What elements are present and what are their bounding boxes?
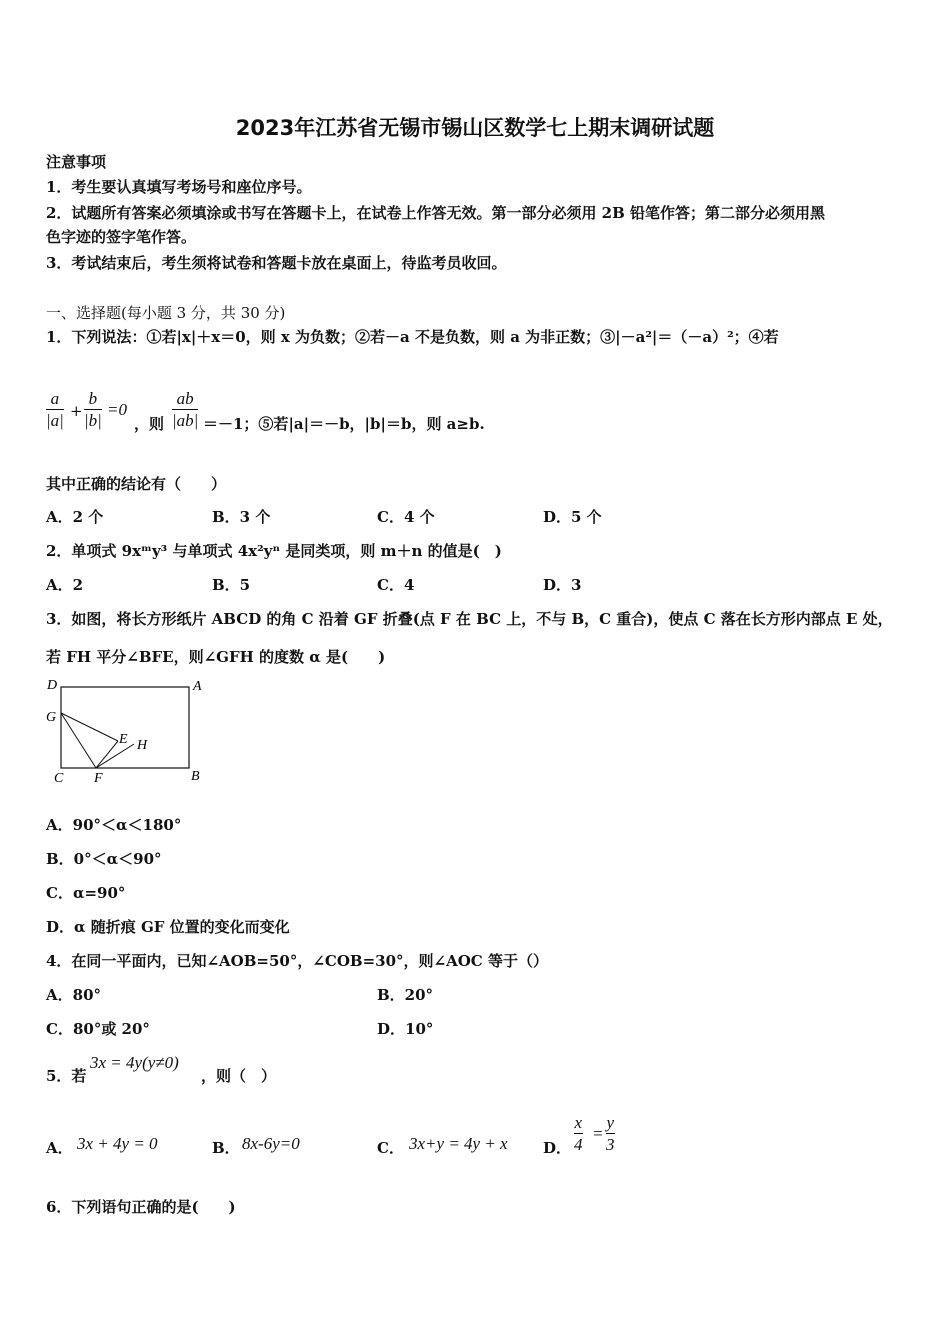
q2-option-a: A．2 <box>46 576 84 594</box>
exam-title: 2023年江苏省无锡市锡山区数学七上期末调研试题 <box>235 116 715 140</box>
q5-option-d-fraction-2 <box>606 1113 615 1156</box>
label-f: F <box>94 771 103 786</box>
q3-line1: 3．如图，将长方形纸片 ABCD 的角 C 沿着 GF 折叠(点 F 在 BC 上，不与 B，C 重合)，使点 C 落在长方形内部点 E 处， <box>46 610 893 628</box>
rectangle-abcd <box>61 687 189 768</box>
q3-option-a: A．90°＜α＜180° <box>46 816 182 834</box>
q1-fraction-a <box>46 389 64 432</box>
q1-then: ，则 <box>134 415 165 433</box>
frac-denominator: 4 <box>574 1135 583 1154</box>
q1-ask: 其中正确的结论有（ ） <box>46 475 227 493</box>
q5-suffix: ，则（ ） <box>201 1067 277 1085</box>
q2-stem: 2．单项式 9xᵐy³ 与单项式 4x²yⁿ 是同类项，则 m＋n 的值是( ) <box>46 542 502 560</box>
q2-option-b: B．5 <box>212 576 251 594</box>
label-d: D <box>47 678 58 693</box>
q2-option-c: C．4 <box>377 576 415 594</box>
q5-option-c-expr: 3x+y = 4y + x <box>409 1134 508 1153</box>
q4-option-c: C．80°或 20° <box>46 1020 150 1038</box>
q5-option-d-fraction-1 <box>574 1113 583 1156</box>
q1-option-c: C．4 个 <box>377 508 435 526</box>
q1-fraction-b <box>84 389 102 432</box>
q1-line1: 1．下列说法：①若|x|＋x＝0，则 x 为负数；②若－a 不是负数，则 a 为非正数；③|－a²|＝（－a）²；④若 <box>46 328 779 346</box>
label-a: A <box>193 679 202 694</box>
q4-option-a: A．80° <box>46 986 102 1004</box>
q4-option-b: B．20° <box>377 986 434 1004</box>
q5-condition: 3x = 4y(y≠0) <box>90 1053 179 1072</box>
frac-numerator: ab <box>176 389 194 408</box>
q1-option-a: A．2 个 <box>46 508 104 526</box>
q6-stem: 6．下列语句正确的是( ) <box>46 1198 236 1216</box>
label-c: C <box>54 771 64 786</box>
q1-plus: + <box>70 402 83 420</box>
frac-numerator: y <box>606 1113 615 1132</box>
label-g: G <box>46 710 57 725</box>
ray-fh <box>96 744 134 768</box>
q1-option-b: B．3 个 <box>212 508 271 526</box>
notice-item-2: 2．试题所有答案必须填涂或书写在答题卡上，在试卷上作答无效。第一部分必须用 2B 铅笔作答；第二部分必须用黑 <box>46 204 826 222</box>
segment-ef <box>96 741 118 768</box>
q1-option-d: D．5 个 <box>543 508 602 526</box>
q4-option-d: D．10° <box>377 1020 434 1038</box>
q5-prefix: 5．若 <box>46 1067 87 1085</box>
notice-heading: 注意事项 <box>46 153 107 171</box>
q1-fraction-ab <box>172 389 198 432</box>
frac-denominator: 3 <box>606 1135 615 1154</box>
q3-rectangle-figure <box>44 676 214 788</box>
q5-option-c-label: C． <box>377 1139 404 1157</box>
frac-numerator: b <box>88 389 98 408</box>
q5-option-b-expr: 8x-6y=0 <box>242 1134 300 1153</box>
notice-item-1: 1．考生要认真填写考场号和座位序号。 <box>46 178 312 196</box>
q5-option-b-label: B． <box>212 1139 240 1157</box>
q3-option-c: C．α=90° <box>46 884 126 902</box>
label-e: E <box>119 732 128 747</box>
section-heading: 一、选择题(每小题 3 分，共 30 分) <box>46 304 286 322</box>
frac-denominator: |b| <box>84 411 102 430</box>
label-b: B <box>191 769 200 784</box>
frac-numerator: x <box>574 1113 583 1132</box>
q4-stem: 4．在同一平面内，已知∠AOB=50°，∠COB=30°，则∠AOC 等于（） <box>46 952 548 970</box>
q5-option-a-expr: 3x + 4y = 0 <box>77 1134 158 1153</box>
notice-item-3: 3．考试结束后，考生须将试卷和答题卡放在桌面上，待监考员收回。 <box>46 254 507 272</box>
q3-option-d: D．α 随折痕 GF 位置的变化而变化 <box>46 918 290 936</box>
label-h: H <box>137 738 148 753</box>
q3-option-b: B．0°＜α＜90° <box>46 850 162 868</box>
q1-eq-zero: =0 <box>107 400 127 419</box>
q5-option-d-eq: = <box>592 1124 604 1143</box>
frac-denominator: |ab| <box>172 411 199 430</box>
q3-line2: 若 FH 平分∠BFE，则∠GFH 的度数 α 是( ) <box>46 648 386 666</box>
notice-item-2-cont: 色字迹的签字笔作答。 <box>46 228 197 246</box>
frac-numerator: a <box>50 389 60 408</box>
q1-rest: ＝－1；⑤若|a|＝－b，|b|＝b，则 a≥b. <box>203 415 485 433</box>
q5-option-a-label: A． <box>46 1139 73 1157</box>
frac-denominator: |a| <box>46 411 64 430</box>
q2-option-d: D．3 <box>543 576 582 594</box>
q5-option-d-label: D． <box>543 1139 572 1157</box>
